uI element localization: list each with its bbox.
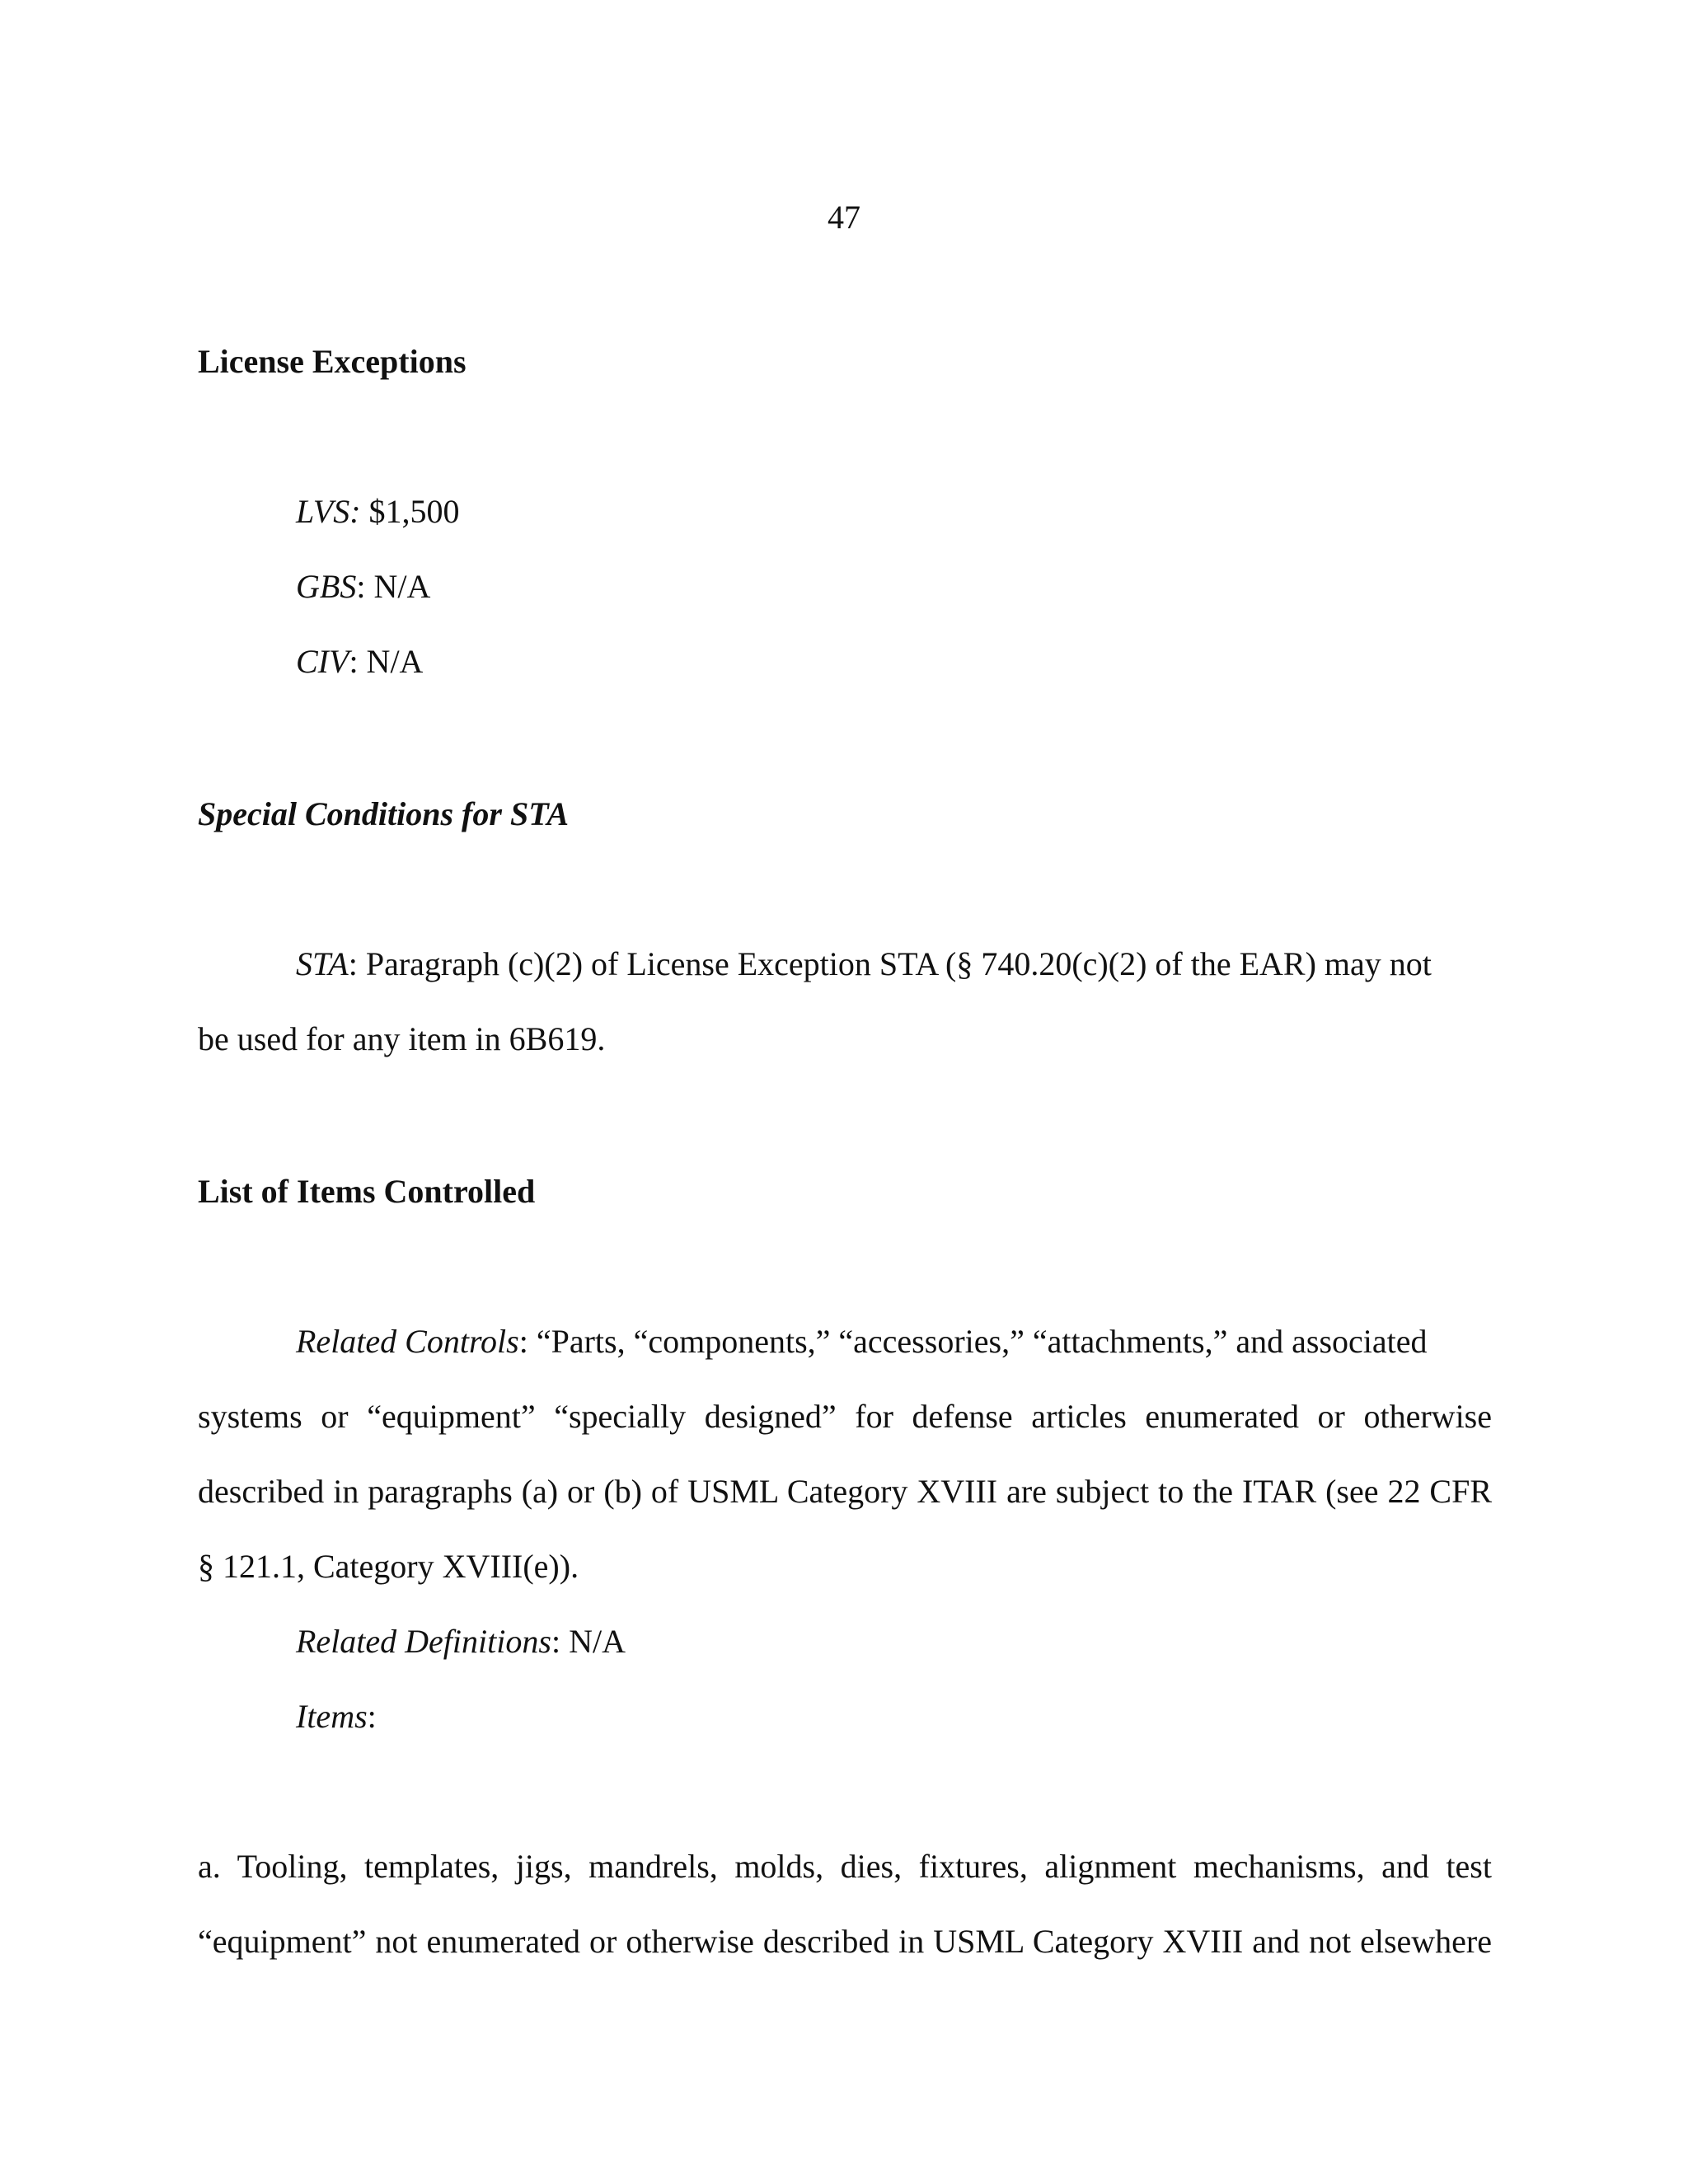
page-number: 47 (828, 199, 860, 236)
items-line (296, 1697, 377, 1736)
list-of-items-heading: List of Items Controlled (198, 1173, 536, 1210)
civ-label: CIV (296, 643, 349, 680)
sta-paragraph-line-2: be used for any item in 6B619. (198, 1020, 606, 1057)
related-controls-line-2: systems or “equipment” “specially designed” for defense articles enumerated or otherwise (198, 1398, 1492, 1435)
lvs-label: LVS: (296, 493, 361, 530)
license-exceptions-heading: License Exceptions (198, 343, 467, 380)
related-controls-line-1 (296, 1322, 1428, 1361)
related-controls-line-4: § 121.1, Category XVIII(e)). (198, 1548, 579, 1585)
related-controls-label: Related Controls (296, 1323, 519, 1360)
items-colon: : (367, 1698, 377, 1735)
civ-value: : N/A (349, 643, 424, 680)
sta-text: : Paragraph (c)(2) of License Exception STA (§ 740.20(c)(2) of the EAR) may not (348, 945, 1432, 982)
lvs-value: $1,500 (360, 493, 460, 530)
lvs-line (296, 492, 460, 532)
related-definitions-value: : N/A (551, 1623, 626, 1660)
related-controls-text: : “Parts, “components,” “accessories,” “attachments,” and associated (518, 1323, 1428, 1360)
item-a-line-2: “equipment” not enumerated or otherwise described in USML Category XVIII and not elsewhere (198, 1923, 1492, 1960)
related-definitions-line (296, 1622, 626, 1661)
gbs-line (296, 567, 430, 607)
item-a-line-1: a. Tooling, templates, jigs, mandrels, molds, dies, fixtures, alignment mechanisms, and test (198, 1848, 1492, 1885)
sta-label: STA (296, 945, 349, 982)
related-controls-line-3: described in paragraphs (a) or (b) of USML Category XVIII are subject to the ITAR (see 22 CFR (198, 1473, 1492, 1510)
sta-paragraph-line-1 (296, 944, 1432, 984)
civ-line (296, 642, 423, 682)
items-label: Items (296, 1698, 368, 1735)
gbs-label: GBS (296, 568, 357, 605)
special-conditions-heading: Special Conditions for STA (198, 795, 570, 832)
gbs-value: : N/A (356, 568, 431, 605)
related-definitions-label: Related Definitions (296, 1623, 551, 1660)
